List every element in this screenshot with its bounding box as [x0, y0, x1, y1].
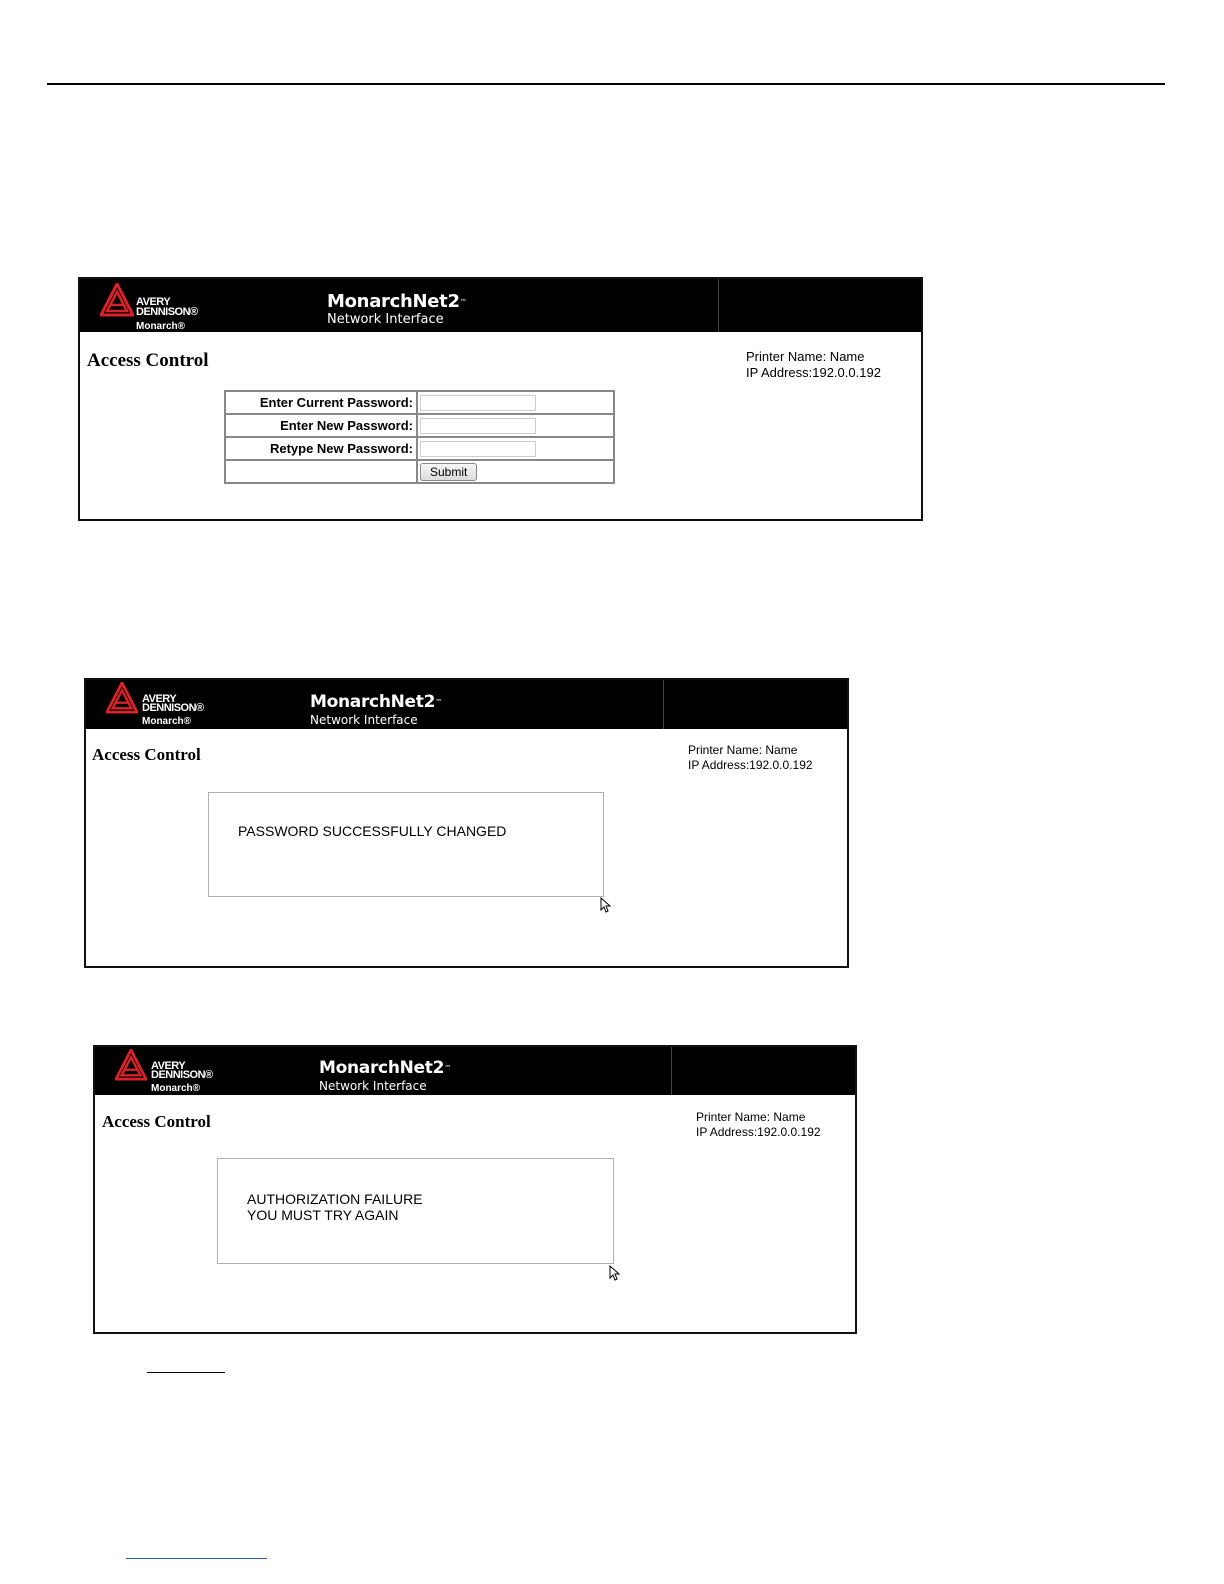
banner-divider	[663, 680, 664, 729]
password-changed-screenshot	[84, 678, 849, 968]
new-password-label: Enter New Password:	[225, 414, 417, 437]
printer-info	[746, 349, 881, 381]
password-form	[224, 390, 615, 484]
message-box	[217, 1158, 614, 1264]
ip-address: IP Address:192.0.0.192	[746, 365, 881, 380]
submit-button[interactable]: Submit	[420, 463, 477, 481]
footer-underline	[147, 1372, 225, 1373]
form-row	[225, 391, 614, 414]
product-name: MonarchNet2	[319, 1058, 445, 1078]
product-subtitle: Network Interface	[319, 1079, 427, 1093]
success-message: PASSWORD SUCCESSFULLY CHANGED	[238, 823, 507, 839]
banner-divider	[671, 1047, 672, 1095]
ip-address: IP Address:192.0.0.192	[688, 758, 813, 772]
printer-info	[696, 1110, 821, 1140]
logo-text-dennison: DENNISON®	[142, 702, 204, 714]
form-row	[225, 460, 614, 483]
retype-password-label: Retype New Password:	[225, 437, 417, 460]
logo-text-avery: AVERY	[136, 296, 171, 308]
ip-address: IP Address:192.0.0.192	[696, 1125, 821, 1139]
access-control-form-screenshot	[78, 277, 923, 521]
mouse-pointer-icon	[609, 1265, 621, 1281]
trademark-symbol: ™	[459, 298, 467, 306]
mouse-pointer-icon	[600, 897, 612, 913]
logo-text-monarch: Monarch®	[142, 716, 192, 727]
printer-name: Printer Name: Name	[746, 349, 865, 364]
printer-name: Printer Name: Name	[696, 1110, 806, 1124]
header-banner	[80, 279, 921, 332]
avery-dennison-logo	[106, 682, 226, 730]
printer-info	[688, 743, 813, 773]
top-rule	[47, 83, 1165, 85]
product-title	[327, 292, 466, 328]
logo-text-dennison: DENNISON®	[151, 1069, 213, 1081]
printer-name: Printer Name: Name	[688, 743, 798, 757]
logo-text-monarch: Monarch®	[151, 1083, 201, 1094]
page-title: Access Control	[92, 745, 201, 764]
new-password-input[interactable]	[420, 418, 536, 434]
page-title: Access Control	[102, 1112, 211, 1131]
logo-text-avery: AVERY	[151, 1060, 186, 1072]
authorization-failure-screenshot	[93, 1045, 857, 1334]
page-title: Access Control	[87, 350, 209, 371]
form-row	[225, 414, 614, 437]
empty-cell	[225, 460, 417, 483]
current-password-label: Enter Current Password:	[225, 391, 417, 414]
product-subtitle: Network Interface	[310, 713, 418, 727]
header-banner	[86, 680, 847, 729]
form-row	[225, 437, 614, 460]
avery-dennison-triangle-icon	[106, 682, 138, 714]
avery-dennison-triangle-icon	[115, 1049, 147, 1081]
avery-dennison-triangle-icon	[100, 283, 134, 317]
logo-text-dennison: DENNISON®	[136, 306, 198, 318]
avery-dennison-logo	[115, 1049, 235, 1097]
header-banner	[95, 1047, 855, 1095]
product-title	[310, 692, 442, 728]
message-box	[208, 792, 604, 897]
current-password-input[interactable]	[420, 395, 536, 411]
avery-dennison-logo	[100, 283, 220, 331]
footer-link-underline	[126, 1558, 267, 1559]
product-subtitle: Network Interface	[327, 312, 444, 327]
trademark-symbol: ™	[444, 1064, 451, 1072]
failure-line-1: AUTHORIZATION FAILURE	[247, 1191, 423, 1207]
failure-line-2: YOU MUST TRY AGAIN	[247, 1207, 399, 1223]
trademark-symbol: ™	[435, 698, 442, 706]
product-name: MonarchNet2	[310, 692, 436, 712]
logo-text-monarch: Monarch®	[136, 321, 186, 332]
product-title	[319, 1058, 451, 1094]
banner-divider	[718, 279, 719, 332]
logo-text-avery: AVERY	[142, 693, 177, 705]
retype-password-input[interactable]	[420, 441, 536, 457]
failure-message	[247, 1191, 423, 1223]
product-name: MonarchNet2	[327, 291, 460, 312]
